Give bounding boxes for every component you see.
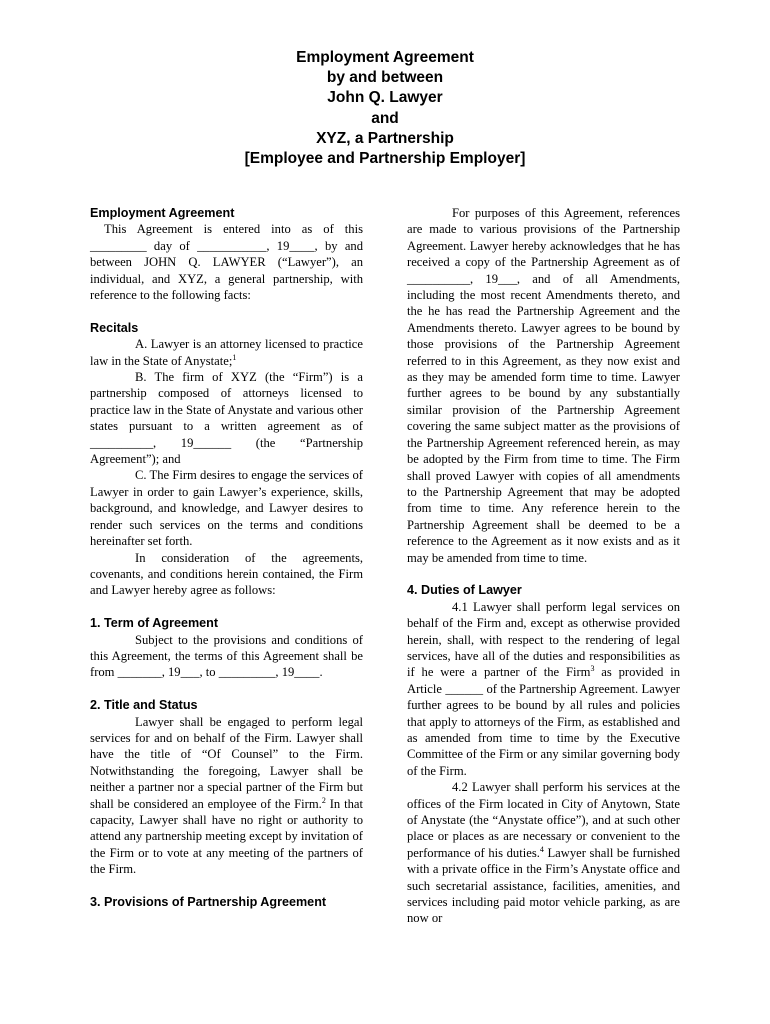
heading-provisions: 3. Provisions of Partnership Agreement — [90, 895, 327, 909]
document-title — [0, 48, 770, 169]
footnote-ref: 1 — [232, 352, 237, 362]
heading-duties: 4. Duties of Lawyer — [407, 583, 522, 598]
title-status-paragraph — [90, 714, 363, 878]
recital-a — [90, 336, 363, 369]
title-line: and — [371, 109, 399, 127]
purposes-paragraph: For purposes of this Agreement, references are made to various provisions of the Partnership Agreement. Lawyer hereby acknowledges that he has received a copy of the Partnership Agreement as of __________, 19___, and of all Amendments, including the most recent Amendments thereto, and the he has read the Partnership Agreement and the Amendments thereto. Lawyer agrees to be bound by those provisions of the Partnership Agreement referred to in this Agreement, as they now exist and as they may be amended form time to time. Lawyer further agrees to be bound by any substantially similar provision of the Partnership Agreement covering the same subject matter as the provisions of the Partnership Agreement referenced herein, as may be adopted by the Firm from time to time. The Firm shall proved Lawyer with copies of all amendments to the Partnership Agreement that may be adopted from time to time. Any reference herein to the Partnership Agreement shall be deemed to be a reference to the Agreement as it now exists and as it may be amended from time to time. — [407, 206, 680, 565]
title-line: [Employee and Partnership Employer] — [244, 150, 526, 168]
duties-4-2-text-cont: Lawyer shall be furnished with a private office in the Firm’s Anystate office and such secretarial assistance, facilities, amenities, and services including paid motor vehicle parking, as are now or — [407, 845, 680, 926]
recital-b: B. The firm of XYZ (the “Firm”) is a partnership composed of attorneys licensed to practice law in the State of Anystate and various other states pursuant to a written agreement as of __________, 19______ (the “Partnership Agreement”); and — [90, 370, 363, 467]
consideration-paragraph: In consideration of the agreements, covenants, and conditions herein contained, the Firm and Lawyer hereby agree as follows: — [90, 550, 363, 598]
right-column — [407, 205, 680, 927]
title-line: John Q. Lawyer — [327, 89, 443, 107]
heading-employment-agreement: Employment Agreement — [90, 206, 235, 220]
recital-a-text: A. Lawyer is an attorney licensed to practice law in the State of Anystate; — [90, 337, 363, 368]
duties-4-1-text: 4.1 Lawyer shall perform legal services on behalf of the Firm and, except as otherwise provided herein, shall, with respect to the rendering of legal services, have all of the duties and responsibilities as if he were a partner of the Firm — [407, 599, 680, 680]
heading-title-status: 2. Title and Status — [90, 698, 198, 713]
recital-c: C. The Firm desires to engage the services of Lawyer in order to gain Lawyer’s experience, skills, background, and knowledge, and Lawyer desires to render such services on the terms and conditions hereinafter set forth. — [90, 468, 363, 549]
heading-term: 1. Term of Agreement — [90, 616, 219, 631]
footnote-ref: 4 — [539, 844, 544, 854]
duties-4-1 — [407, 599, 680, 779]
term-paragraph: Subject to the provisions and conditions of this Agreement, the terms of this Agreement shall be from _______, 19___, to _________, 19____. — [90, 632, 363, 680]
intro-paragraph: This Agreement is entered into as of this _________ day of ___________, 19____, by and between JOHN Q. LAWYER (“Lawyer”), an individual, and XYZ, a general partnership, with reference to the following facts: — [90, 222, 363, 303]
title-line: Employment Agreement — [296, 49, 474, 66]
left-column — [90, 205, 363, 910]
duties-4-1-text-cont: as provided in Article ______ of the Partnership Agreement. Lawyer further agrees to be bound by all rules and policies that apply to attorneys of the Firm, as established and as amended from time to time by the Executive Committee of the Firm or any similar governing body of the Firm. — [407, 665, 680, 778]
duties-4-2-text: 4.2 Lawyer shall perform his services at the offices of the Firm located in City of Anytown, State of Anystate (the “Anystate office”), and at such other place or places as are necessary or convenient to the performance of his duties. — [407, 780, 680, 860]
footnote-ref: 3 — [590, 664, 595, 674]
duties-4-2 — [407, 779, 680, 927]
heading-recitals: Recitals — [90, 320, 139, 335]
title-status-text: Lawyer shall be engaged to perform legal services for and on behalf of the Firm. Lawyer shall have the title of “Of Counsel” to the Firm. Notwithstanding the foregoing, Lawyer shall be neither a partner nor a special partner of the Firm but shall be considered an employee of the Firm. — [90, 714, 363, 811]
title-status-text-cont: In that capacity, Lawyer shall have no right or authority to attend any partnership meeting except by invitation of the Firm or to vote at any meeting of the partners of the Firm. — [90, 796, 363, 877]
title-line: by and between — [326, 69, 444, 87]
footnote-ref: 2 — [321, 795, 326, 805]
title-line: XYZ, a Partnership — [316, 129, 454, 147]
